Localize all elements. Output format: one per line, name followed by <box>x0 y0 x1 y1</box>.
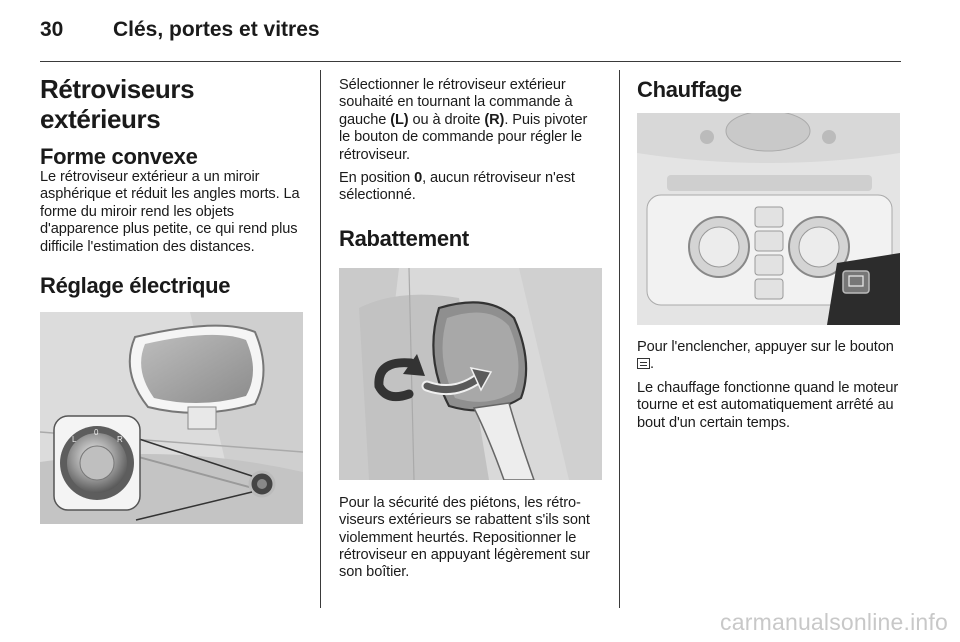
column-divider-1 <box>320 70 321 608</box>
mirror-glass <box>141 335 253 403</box>
page-title: Clés, portes et vitres <box>113 18 320 41</box>
heated-mirror-icon <box>637 358 650 369</box>
heated-mirror-button <box>843 271 869 293</box>
select-mirror-text: Sélectionner le rétroviseur extérieur souhaité en tournant la commande à gauche (L) ou à droite (R). Puis pivoter le bouton de commande pour régler le rétroviseur. <box>339 77 588 163</box>
folding-text: Pour la sécurité des piétons, les rétroviseurs extérieurs se rabattent s'ils sont violemment heurtés. Repositionner le rétroviseur en appuyant légèrement sur son boîtier. <box>339 494 590 581</box>
section-heading: Rétroviseurs extérieurs <box>40 74 195 134</box>
position-zero-text: En position 0, aucun rétroviseur n'est sélectionné. <box>339 170 575 204</box>
electric-heading: Réglage électrique <box>40 273 231 299</box>
column-2 <box>339 70 602 582</box>
knob-label-l: L <box>72 435 77 445</box>
page-number: 30 <box>40 18 64 41</box>
mirror-folding-figure <box>339 268 602 480</box>
mirror-control-figure <box>40 312 303 524</box>
knob-label-r: R <box>117 435 123 445</box>
header-rule <box>40 61 901 62</box>
watermark: carmanualsonline.info <box>720 609 948 635</box>
folding-heading: Rabattement <box>339 225 469 251</box>
convex-text: Le rétroviseur extérieur a un miroir asphérique et réduit les angles morts. La forme du miroir rend les objets d'apparence plus petite, ce qui rend plus difficile l'estimation des distances. <box>40 169 300 255</box>
heating-heading: Chauffage <box>637 77 742 102</box>
heating-text-1: Pour l'enclencher, appuyer sur le bouton . <box>637 339 894 373</box>
column-3 <box>637 70 900 432</box>
column-divider-2 <box>619 70 620 608</box>
heating-text-2: Le chauffage fonctionne quand le moteur tourne et est automatiquement arrêté au bout d'un certain temps. <box>637 379 899 431</box>
knob-label-0: 0 <box>94 428 99 438</box>
heating-control-figure <box>637 113 900 325</box>
column-1 <box>40 70 303 524</box>
convex-heading: Forme convexe <box>40 144 198 169</box>
